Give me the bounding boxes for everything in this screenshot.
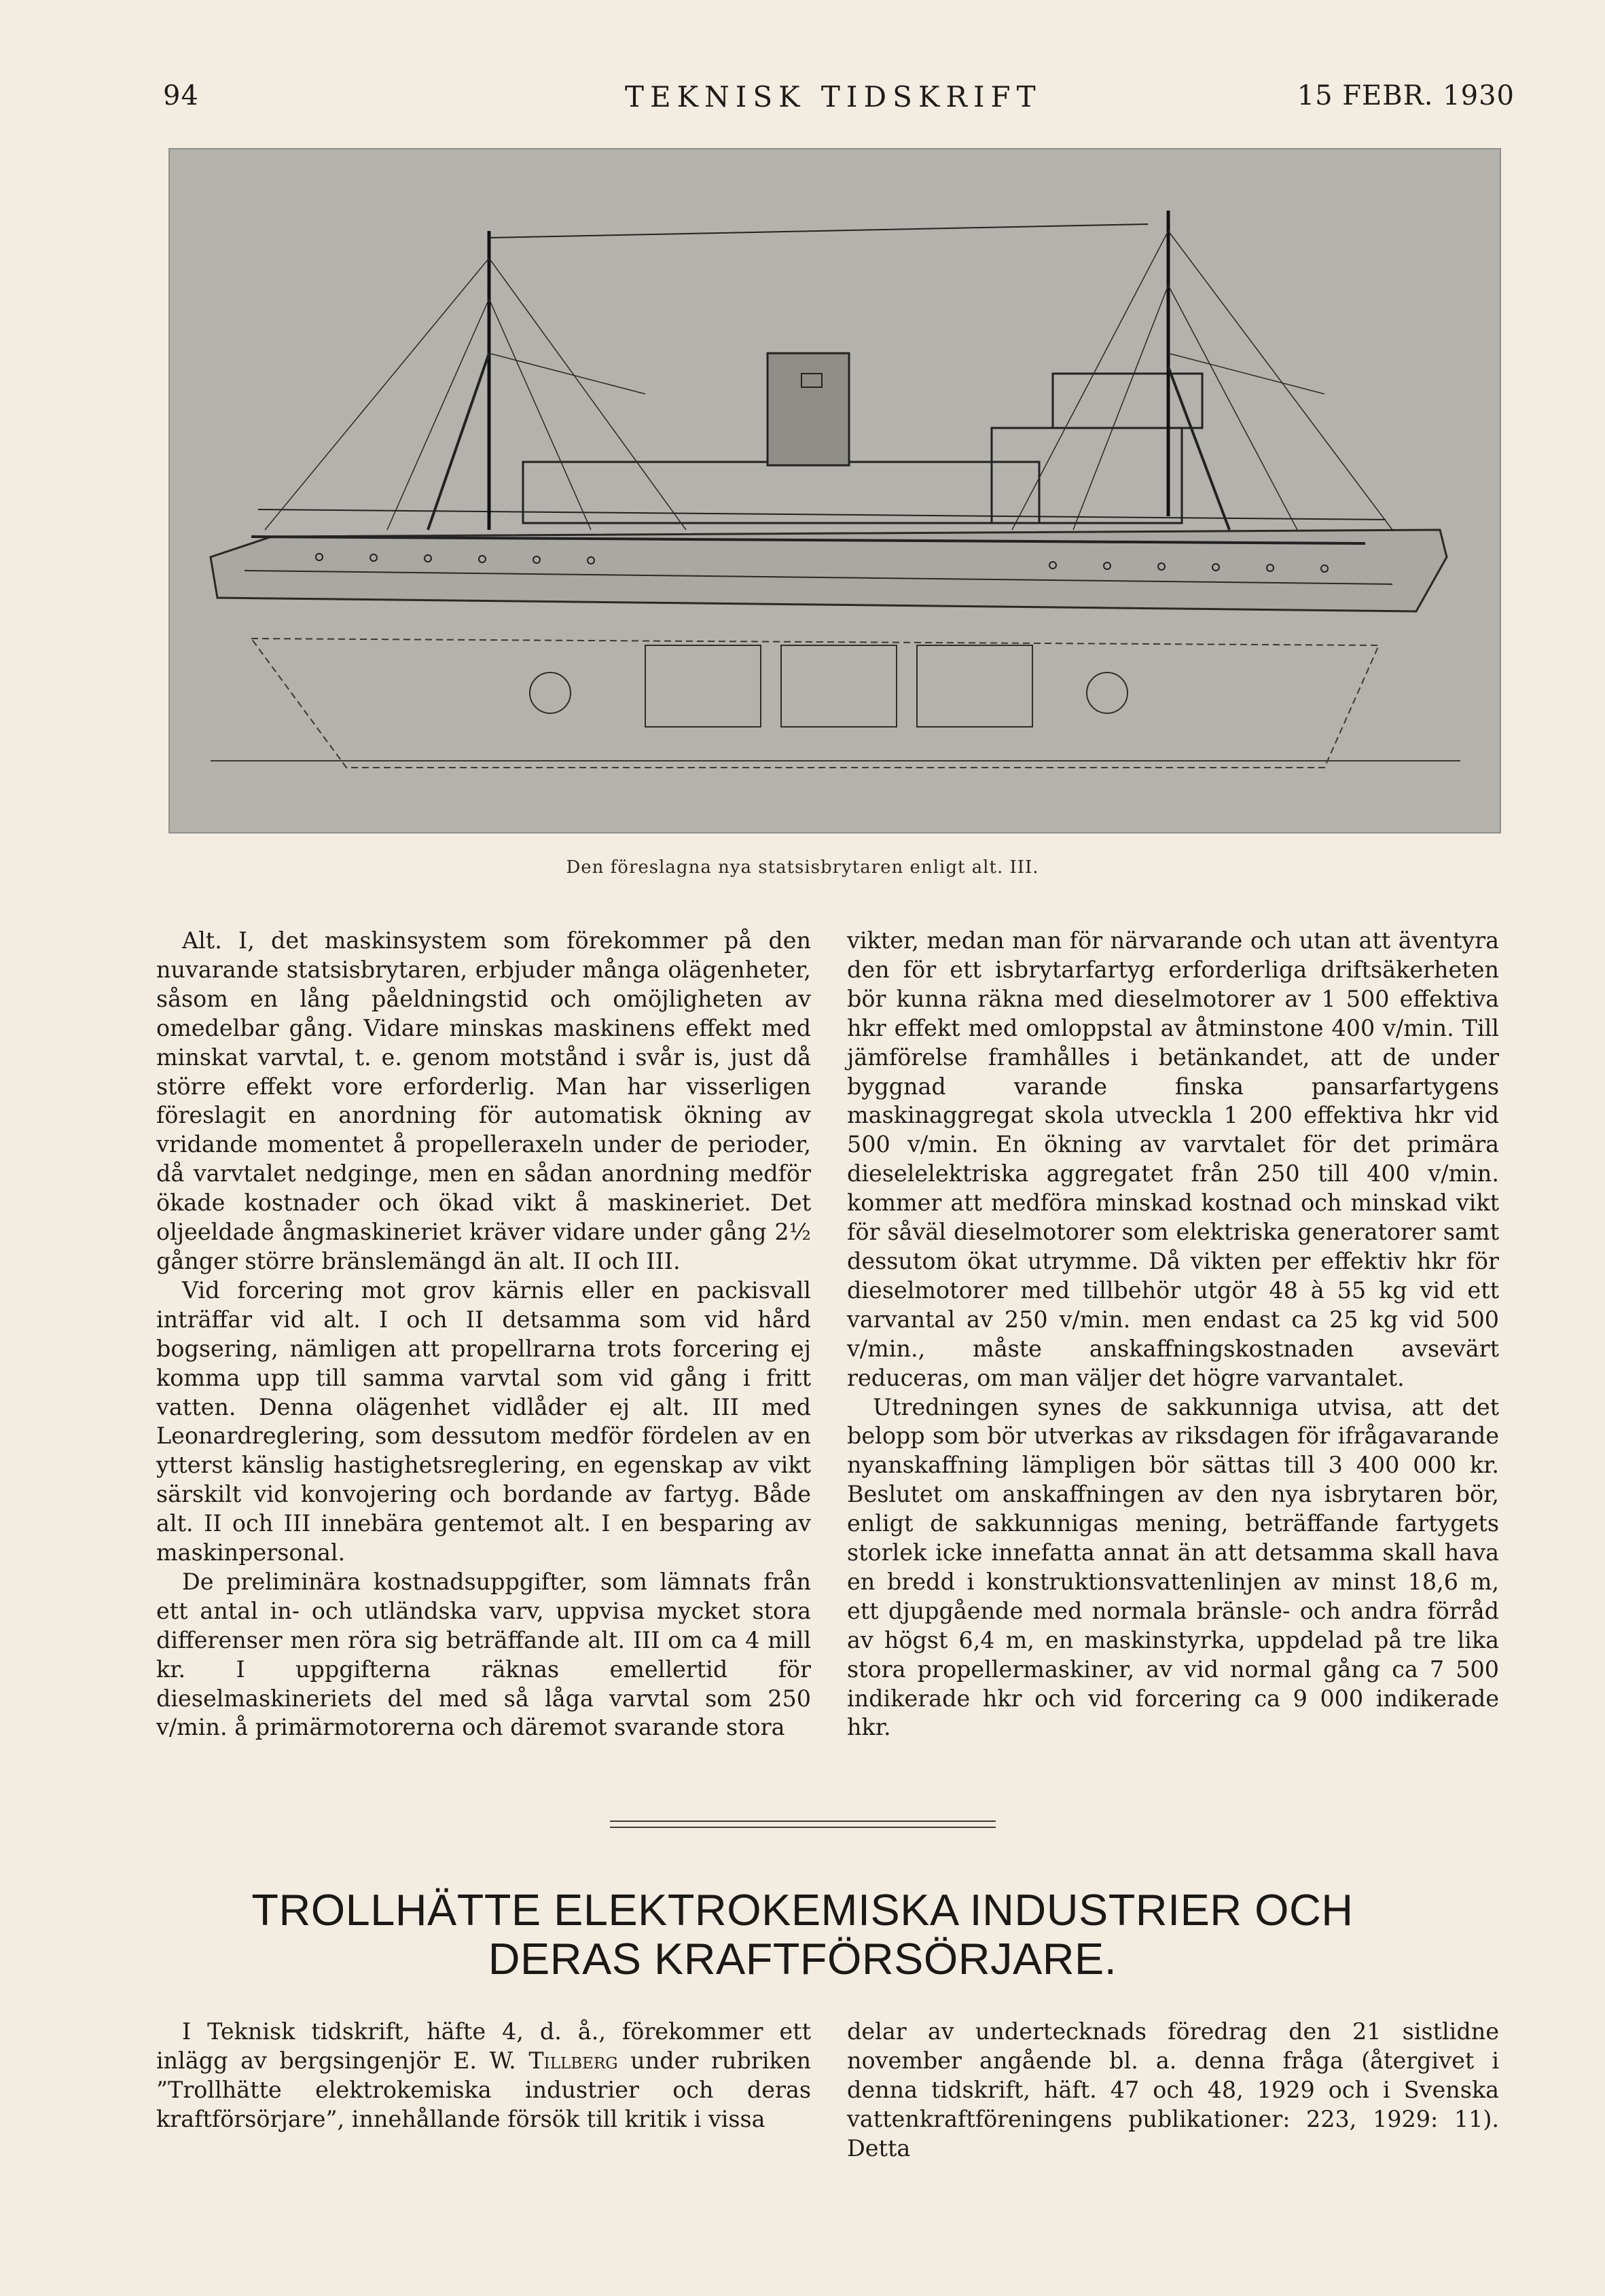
author-name: Tillberg (528, 2047, 618, 2074)
article2-right-column (847, 2017, 1499, 2164)
figure-caption: Den föreslagna nya statsisbrytaren enligt alt. III. (566, 857, 1039, 878)
paragraph: De preliminära kostnadsuppgifter, som lämnats från ett antal in- och utländska varv, uppvisa mycket stora differenser men röra sig beträffande alt. III om ca 4 mill kr. I uppgifterna räknas emellertid för dieselmaskineriets del med så låga varvtal som 250 v/min. å primärmotorerna och däremot svarande stora (156, 1568, 811, 1741)
journal-title: TEKNISK TIDSKRIFT (625, 80, 1042, 113)
article1-right-column (847, 927, 1499, 1742)
paragraph: delar av undertecknads föredrag den 21 sistlidne november angående bl. a. denna fråga (återgivet i denna tidskrift, häft. 47 och 48, 1929 och i Svenska vattenkraftföreningens publikationer: 223, 1929: 11). Detta (847, 2018, 1499, 2162)
paragraph (156, 2017, 811, 2134)
article1-left-column (156, 927, 811, 1742)
text-after-author: under rubriken ”Trollhätte elektrokemiska industrier och deras kraftförsörjare”, innehållande försök till kritik i vissa (156, 2047, 811, 2132)
ship-drawing-figure (168, 148, 1501, 833)
section-divider (610, 1820, 996, 1822)
headline-line-2: DERAS KRAFTFÖRSÖRJARE. (488, 1934, 1117, 1984)
running-header (163, 80, 1515, 121)
paragraph: Vid forcering mot grov kärnis eller en packisvall inträffar vid alt. I och II detsamma som vid hård bogsering, nämligen att propellrarna trots forcering ej komma upp till samma varvtal som vid gång i fritt vatten. Denna olägenhet vidlåder ej alt. III med Leonardreglering, som dessutom medför fördelen av en ytterst känslig hastighetsreglering, en egenskap av vikt särskilt vid konvojering och bordande av fartyg. Både alt. II och III innebära gentemot alt. I en besparing av maskinpersonal. (156, 1276, 811, 1566)
article2-left-column (156, 2017, 811, 2134)
paragraph: Utredningen synes de sakkunniga utvisa, att det belopp som bör utverkas av riksdagen för ifrågavarande nyanskaffning lämpligen bör sättas till 3 400 000 kr. Beslutet om anskaffningen av den nya isbrytaren bör, enligt de sakkunnigas mening, beträffande fartygets storlek icke innefatta annat än att detsamma skall hava en bredd i konstruktionsvattenlinjen av minst 18,6 m, ett djupgående med normala bränsle- och andra förråd av högst 6,4 m, en maskinstyrka, uppdelad på tre lika stora propellermaskiner, av vid normal gång ca 7 500 indikerade hkr och vid forcering ca 9 000 indikerade hkr. (847, 1393, 1499, 1741)
issue-date: 15 FEBR. 1930 (1297, 80, 1515, 111)
section-divider (610, 1827, 996, 1828)
text-before-author: I Teknisk tidskrift, häfte 4, d. å., förekommer ett inlägg av bergsingenjör E. W. (156, 2018, 811, 2074)
paragraph: vikter, medan man för närvarande och utan att äventyra den för ett isbrytarfartyg erforderliga driftsäkerheten bör kunna räkna med dieselmotorer av 1 500 effektiva hkr effekt med omloppstal av åtminstone 400 v/min. Till jämförelse framhålles i betänkandet, att de under byggnad varande finska pansarfartygens maskinaggregat skola utveckla 1 200 effektiva hkr vid 500 v/min. En ökning av varvtalet för det primära dieselelektriska aggregatet från 250 till 400 v/min. kommer att medföra minskad kostnad och minskad vikt för såväl dieselmotorer som elektriska generatorer samt dessutom ökat utrymme. Då vikten per effektiv hkr för dieselmotorer med tillbehör utgör 48 à 55 kg vid ett varvantal av 250 v/min. men endast ca 25 kg vid 500 v/min., måste anskaffningskostnaden avsevärt reduceras, om man väljer det högre varvantalet. (847, 927, 1499, 1391)
paragraph: Alt. I, det maskinsystem som förekommer på den nuvarande statsisbrytaren, erbjuder många olägenheter, såsom en lång påeldningstid och omöjligheten av omedelbar gång. Vidare minskas maskinens effekt med minskat varvtal, t. e. genom motstånd i svår is, just då större effekt vore erforderlig. Man har visserligen föreslagit en anordning för automatisk ökning av vridande momentet å propelleraxeln under de perioder, då varvtalet nedginge, men en sådan anordning medför ökade kostnader och ökad vikt å maskineriet. Det oljeeldade ångmaskineriet kräver vidare under gång 2½ gånger större bränslemängd än alt. II och III. (156, 927, 811, 1274)
headline-line-1: TROLLHÄTTE ELEKTROKEMISKA INDUSTRIER OCH (251, 1885, 1354, 1935)
page-number: 94 (163, 80, 199, 111)
icebreaker-profile-drawing (170, 149, 1500, 832)
article-headline (102, 1886, 1503, 1984)
